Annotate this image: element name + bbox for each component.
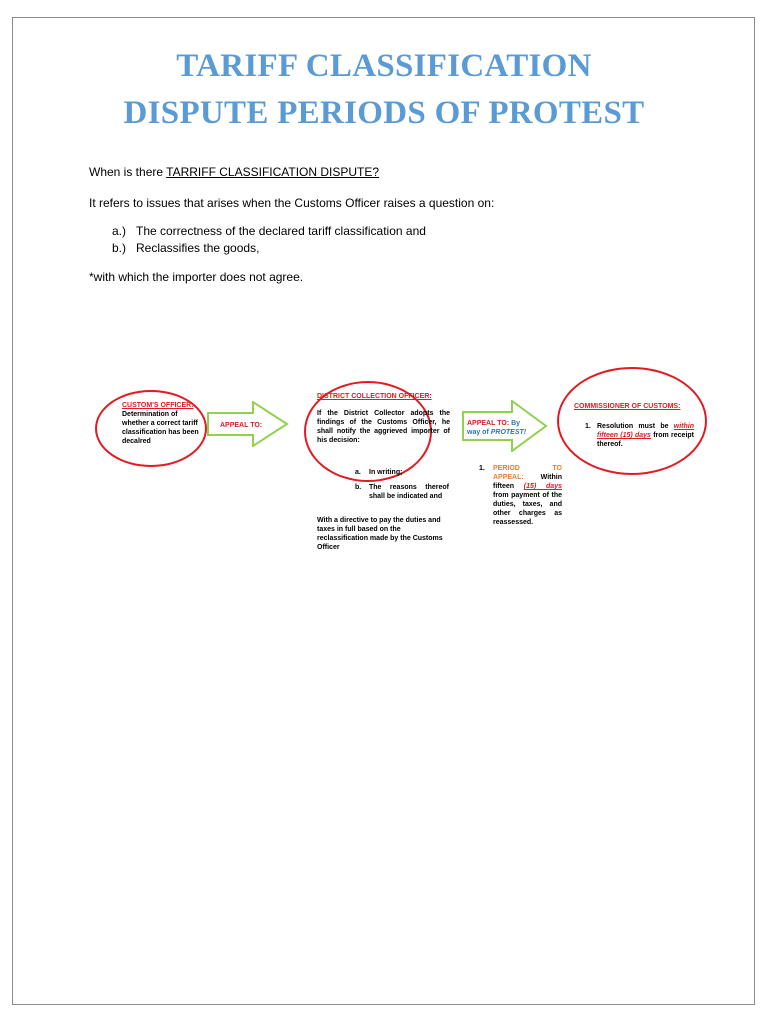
list-item [574,422,694,449]
period-rest: from payment of the duties, taxes, and other charges as reassessed. [493,492,562,526]
appeal-arrow-2-label [467,419,537,437]
appeal-2-label: APPEAL TO: [467,420,510,427]
customs-officer-heading: CUSTOM'S OFFICER: [122,402,194,409]
appeal-2-by: By [509,420,521,427]
district-body: If the District Collector adopts the findings of the Customs Officer, he shall notify the aggrieved importer of his decision: [317,410,450,444]
district-box [317,392,450,445]
list-item [355,483,449,501]
list-text: The reasons thereof shall be indicated and [369,484,449,500]
question-underlined: TARRIFF CLASSIFICATION DISPUTE? [166,165,380,179]
commissioner-post: from receipt thereof. [597,432,695,448]
list-marker: b.) [112,241,127,255]
customs-officer-body: Determination of whether a correct tariff classification has been decalred [122,411,199,445]
commissioner-pre: Resolution must be [597,423,674,430]
appeal-arrow-1-label: APPEAL TO: [220,422,263,429]
list-item [112,241,259,255]
list-marker: b. [355,484,362,491]
question-heading [89,165,379,179]
appeal-2-protest: PROTEST! [490,429,527,436]
period-box [479,464,562,527]
list-item [112,224,426,238]
question-prefix: When is there [89,165,167,179]
list-marker: 1. [479,465,485,472]
commissioner-heading: COMMISSIONER OF CUSTOMS: [574,403,681,410]
commissioner-within: within fifteen (15) days [597,423,694,439]
list-text: Reclassifies the goods, [136,241,260,255]
list-item [355,468,449,477]
list-marker: 1. [585,423,591,430]
period-text [493,464,562,527]
list-text: The correctness of the declared tariff classification and [136,224,426,238]
appeal-2-way: way of [467,429,491,436]
period-days: (15) days [523,483,562,490]
list-marker: a.) [112,224,127,238]
customs-officer-box [122,401,202,446]
title-line-1: TARIFF CLASSIFICATION [176,48,592,84]
district-heading: DISTRICT COLLECTION OFFICER: [317,393,432,400]
title-line-2: DISPUTE PERIODS OF PROTEST [123,95,645,131]
period-within: Within fifteen [493,474,562,490]
district-list [355,468,449,501]
commissioner-text [597,422,694,449]
district-directive: With a directive to pay the duties and taxes in full based on the reclassification made by the Customs Officer [317,517,443,551]
note-text: *with which the importer does not agree. [89,270,304,284]
commissioner-box [574,402,694,449]
list-text: In writing; [369,469,403,476]
intro-text: It refers to issues that arises when the Customs Officer raises a question on: [89,196,495,210]
period-label: PERIOD TO APPEAL: [493,465,562,481]
list-marker: a. [355,469,361,476]
